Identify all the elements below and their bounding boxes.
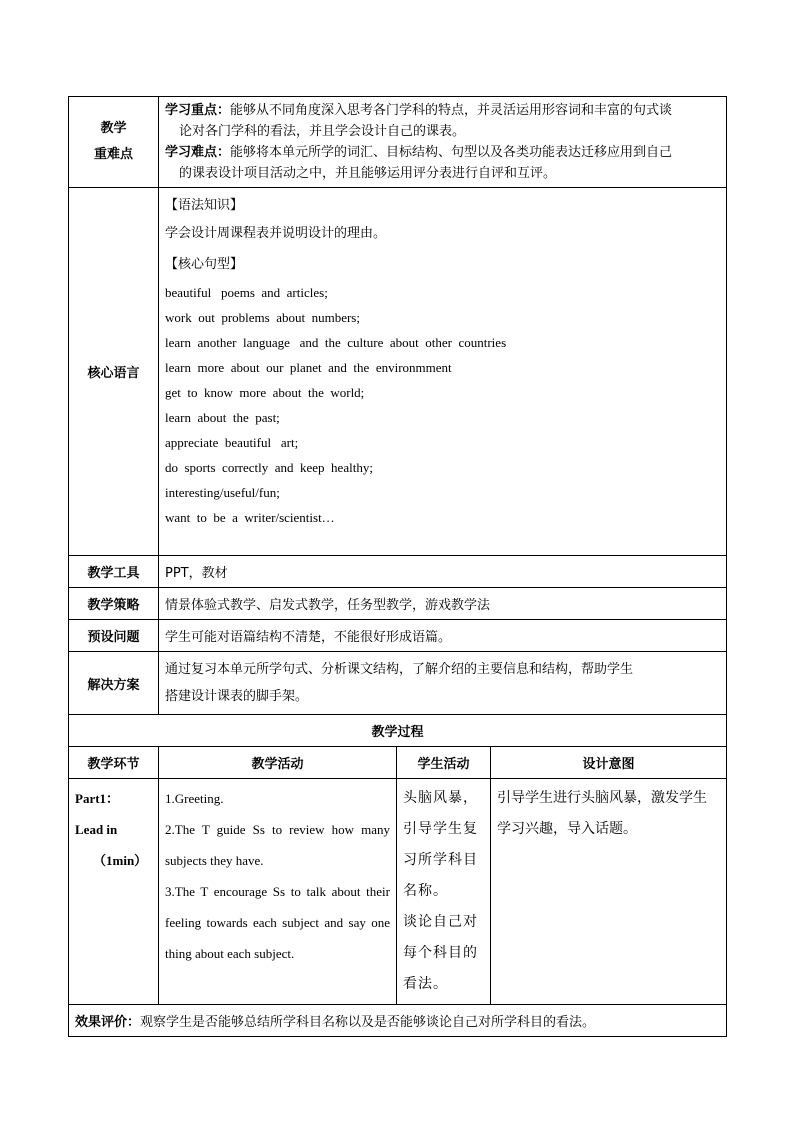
header-teacher-activity: 教学活动	[159, 747, 397, 779]
focus-row	[69, 97, 727, 188]
teacher-activities	[159, 779, 397, 1005]
difficult-point	[165, 142, 720, 163]
pattern-item: learn about the past;	[165, 410, 280, 425]
pattern-item: learn another language and the culture about other countries	[165, 335, 507, 350]
part1-stage: Part1： Lead in （1min）	[69, 779, 159, 1005]
part1-row	[69, 779, 727, 1005]
solution-line-2: 搭建设计课表的脚手架。	[165, 689, 309, 704]
pattern-item: work out problems about numbers;	[165, 310, 360, 325]
strategy-value: 情景体验式教学、启发式教学，任务型教学，游戏教学法	[159, 588, 727, 620]
pattern-item: want to be a writer/scientist…	[165, 510, 335, 525]
problem-label: 预设问题	[69, 620, 159, 652]
difficult-point-text-2: 的课表设计项目活动之中，并且能够运用评分表进行自评和互评。	[179, 166, 557, 181]
process-header-row	[69, 747, 727, 779]
evaluation-title: 效果评价：	[75, 1015, 141, 1030]
problem-value: 学生可能对语篇结构不清楚，不能很好形成语篇。	[159, 620, 727, 652]
process-title-row	[69, 715, 727, 747]
evaluation-text: 观察学生是否能够总结所学科目名称以及是否能够谈论自己对所学科目的看法。	[140, 1015, 596, 1030]
process-title: 教学过程	[69, 715, 727, 747]
grammar-heading: 【语法知识】	[165, 198, 244, 213]
pattern-item: get to know more about the world;	[165, 385, 365, 400]
strategy-row	[69, 588, 727, 620]
pattern-item: interesting/useful/fun;	[165, 485, 280, 500]
language-label: 核心语言	[69, 188, 159, 556]
teacher-activity-item: 1.Greeting.	[165, 791, 224, 806]
key-point	[165, 100, 720, 121]
solution-value	[159, 652, 727, 715]
teacher-activity-item: 2.The T guide Ss to review how many subjects they have.	[165, 822, 390, 868]
pattern-item: beautiful poems and articles;	[165, 285, 328, 300]
solution-label: 解决方案	[69, 652, 159, 715]
pattern-item: learn more about our planet and the environmment	[165, 360, 452, 375]
pattern-heading: 【核心句型】	[165, 257, 244, 272]
grammar-text: 学会设计周课程表并说明设计的理由。	[165, 226, 387, 241]
pattern-item: appreciate beautiful art;	[165, 435, 299, 450]
tools-label: 教学工具	[69, 556, 159, 588]
evaluation	[69, 1005, 727, 1037]
key-point-title: 学习重点：	[165, 103, 231, 118]
header-stage: 教学环节	[69, 747, 159, 779]
student-activities	[397, 779, 491, 1005]
difficult-point-title: 学习难点：	[165, 145, 231, 160]
lesson-plan-table	[68, 96, 727, 1037]
header-design-intent: 设计意图	[491, 747, 727, 779]
student-activity-item: 头脑风暴，引导学生复习所学科目名称。	[403, 790, 478, 899]
design-intent: 引导学生进行头脑风暴，激发学生学习兴趣，导入话题。	[491, 779, 727, 1005]
student-activity-item: 谈论自己对每个科目的看法。	[403, 914, 478, 992]
difficult-point-text-1: 能够将本单元所学的词汇、目标结构、句型以及各类功能表达迁移应用到自己	[230, 145, 673, 160]
pattern-item: do sports correctly and keep healthy;	[165, 460, 373, 475]
solution-line-1: 通过复习本单元所学句式、分析课文结构，了解介绍的主要信息和结构，帮助学生	[165, 662, 634, 677]
strategy-label: 教学策略	[69, 588, 159, 620]
tools-value: PPT，教材	[159, 556, 727, 588]
key-point-text-1: 能够从不同角度深入思考各门学科的特点，并灵活运用形容词和丰富的句式谈	[230, 103, 673, 118]
language-row	[69, 188, 727, 556]
tools-row	[69, 556, 727, 588]
focus-label: 教学 重难点	[69, 97, 159, 188]
evaluation-row	[69, 1005, 727, 1037]
solution-row	[69, 652, 727, 715]
teacher-activity-item: 3.The T encourage Ss to talk about their feeling towards each subject and say one thing about each subject.	[165, 884, 390, 961]
problem-row	[69, 620, 727, 652]
language-content	[159, 188, 727, 556]
key-point-text-2: 论对各门学科的看法，并且学会设计自己的课表。	[179, 124, 466, 139]
header-student-activity: 学生活动	[397, 747, 491, 779]
focus-content	[159, 97, 727, 188]
